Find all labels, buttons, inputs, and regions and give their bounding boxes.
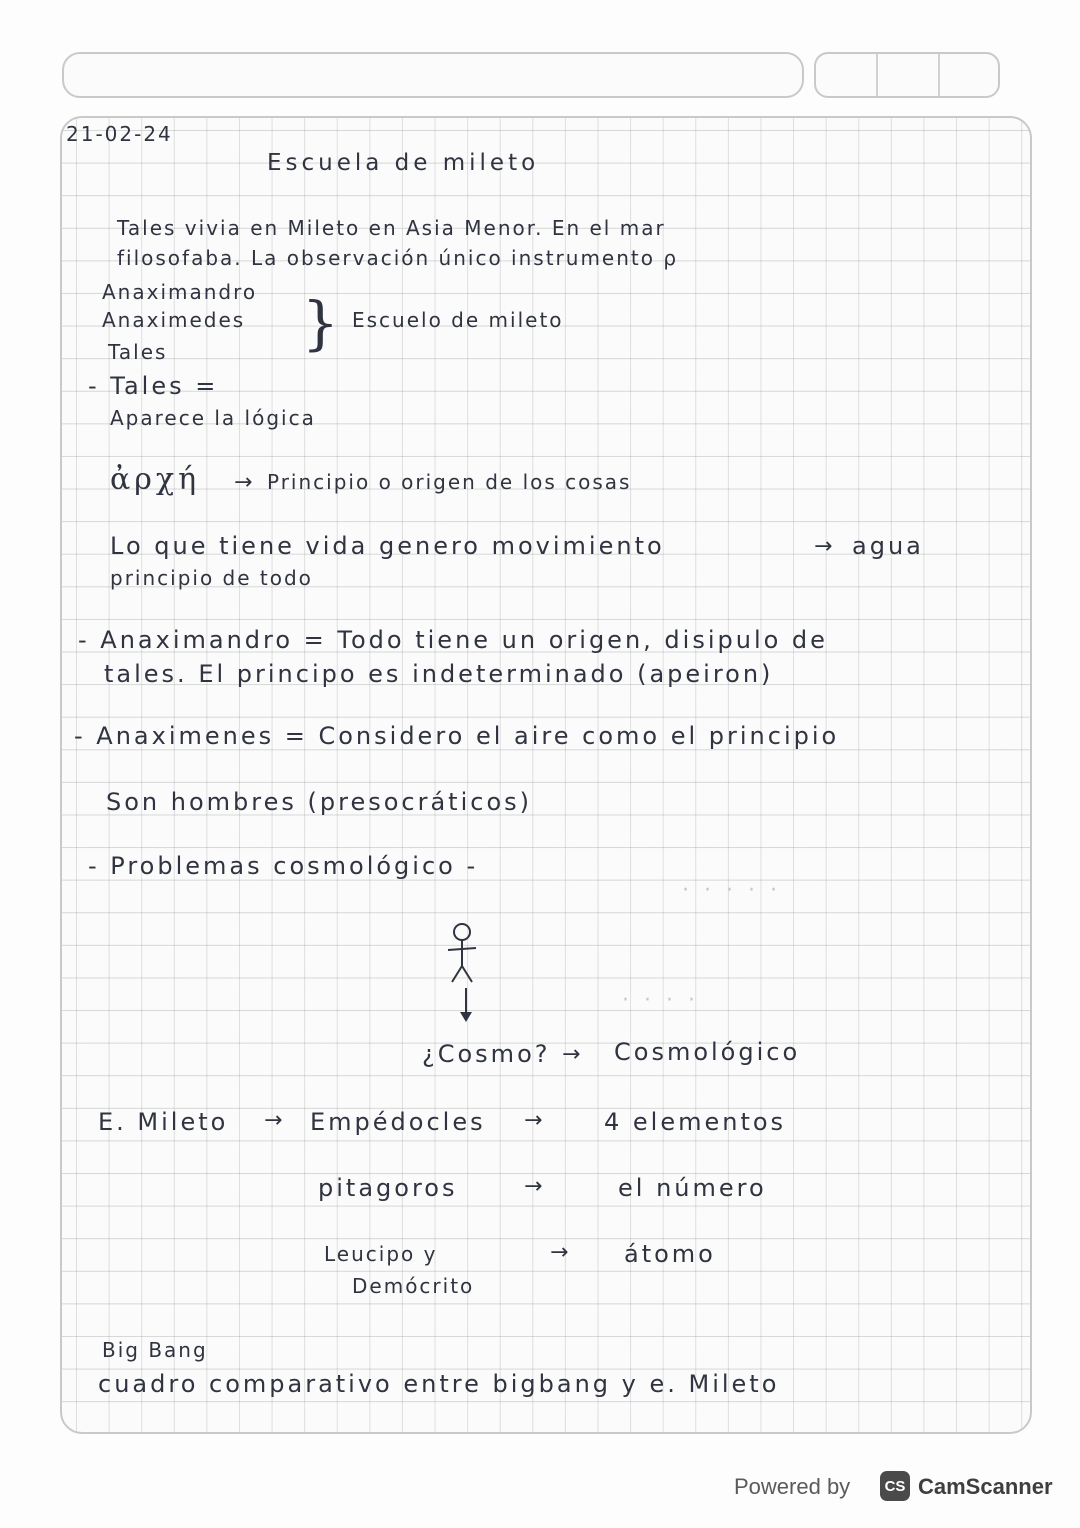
arrow-icon: → [814,534,833,559]
powered-by-text: Powered by [734,1474,851,1499]
anaximandro-line-1: - Anaximandro = Todo tiene un origen, disipulo de [78,626,828,654]
water-result: agua [852,532,924,560]
anaximenes-line: - Anaximenes = Considero el aire como el principio [74,722,840,750]
grouping-brace: } [302,289,339,357]
arrow-icon: → [264,1108,283,1133]
header-divider [876,54,878,96]
bleed-through-text: · · · · · [682,878,781,903]
philosopher-name: pitagoros [318,1174,458,1202]
bleed-through-text: · · · · [622,988,699,1013]
school-label: Escuelo de mileto [352,308,564,332]
philosopher-name: Empédocles [310,1108,486,1136]
school-member-1: Anaximandro [102,280,258,304]
tales-logic: Aparece la lógica [110,406,316,430]
stick-figure-icon [442,918,482,1028]
presocraticos-line: Son hombres (presocráticos) [106,788,532,816]
arche-greek: ἀρχή [110,462,201,497]
camscanner-brand: CamScanner [918,1474,1053,1499]
arche-definition: Principio o origen de los cosas [267,470,632,494]
note-title: Escuela de mileto [267,150,540,176]
notebook-page [60,116,1032,1434]
philosopher-idea: átomo [624,1240,716,1268]
arrow-icon: → [524,1108,543,1133]
camscanner-logo-icon: CS [880,1471,910,1501]
philosopher-idea: 4 elementos [604,1108,787,1136]
notebook-header-bar [62,52,804,98]
arrow-icon: → [562,1042,581,1067]
water-line-1: Lo que tiene vida genero movimiento [110,532,665,560]
header-divider [938,54,940,96]
problemas-line: - Problemas cosmológico - [88,852,479,880]
bigbang-label: Big Bang [102,1338,208,1362]
bigbang-task: cuadro comparativo entre bigbang y e. Mileto [98,1370,780,1398]
water-line-2: principio de todo [110,566,313,590]
arrow-icon: → [550,1240,569,1265]
democrito: Demócrito [352,1274,475,1298]
cosmo-question: ¿Cosmo? [422,1040,551,1068]
intro-line-2: filosofaba. La observación único instrumento ρ [117,246,679,270]
intro-line-1: Tales vivia en Mileto en Asia Menor. En el mar [117,216,666,240]
philosopher-idea: el número [618,1174,767,1202]
school-member-2: Anaximedes [102,308,246,332]
arrow-icon: → [524,1174,543,1199]
note-date: 21-02-24 [66,122,173,146]
notebook-header-date-boxes [814,52,1000,98]
school-member-3: Tales [108,340,168,364]
tales-heading: - Tales = [88,372,219,400]
cosmo-answer: Cosmológico [614,1038,801,1066]
mileto-label: E. Mileto [98,1108,229,1136]
anaximandro-line-2: tales. El principo es indeterminado (apeiron) [104,660,774,688]
philosopher-name: Leucipo y [324,1242,438,1266]
arrow-icon: → [234,470,253,495]
